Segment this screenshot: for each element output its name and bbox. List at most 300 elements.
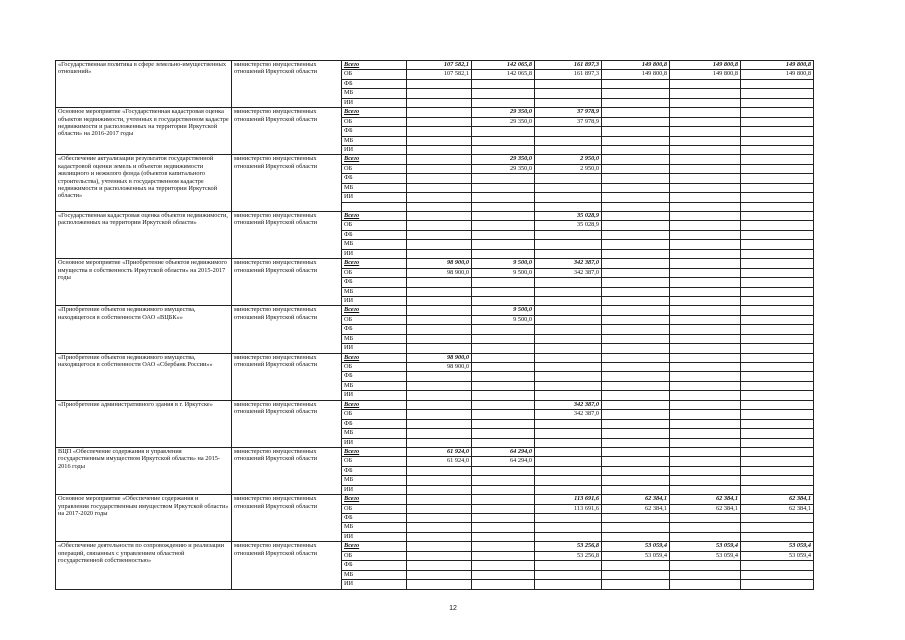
amount-cell xyxy=(407,495,472,504)
amount-cell xyxy=(741,410,814,419)
amount-cell xyxy=(741,561,814,570)
table-row xyxy=(56,306,814,315)
amount-cell xyxy=(741,372,814,381)
amount-cell xyxy=(602,580,670,589)
table-row xyxy=(56,353,814,362)
executor-name: министерство имущественных отношений Иркутской области xyxy=(232,495,342,542)
amount-cell: 9 500,0 xyxy=(472,268,535,277)
amount-cell xyxy=(602,249,670,258)
amount-cell xyxy=(407,136,472,145)
executor-name: министерство имущественных отношений Иркутской области xyxy=(232,353,342,400)
amount-cell xyxy=(407,429,472,438)
amount-cell xyxy=(741,447,814,456)
amount-cell xyxy=(602,419,670,428)
amount-cell xyxy=(535,287,602,296)
funding-source-label: МБ xyxy=(342,381,407,390)
amount-cell xyxy=(602,372,670,381)
amount-cell xyxy=(407,108,472,117)
funding-source-label: ОБ xyxy=(342,504,407,513)
amount-cell xyxy=(741,391,814,400)
table-row xyxy=(56,155,814,164)
measure-name: «Обеспечение актуализации результатов государственной кадастровой оценки земель и объектов недвижимости жилищного и нежилого фонда (объектов капитального строительства), учтенных в государственном кадастре недвижимости и расположенных на территории Иркутской области» xyxy=(56,155,232,212)
funding-source-label: ИИ xyxy=(342,249,407,258)
funding-source-label: ОБ xyxy=(342,551,407,560)
amount-cell xyxy=(741,164,814,173)
funding-source-label: ФБ xyxy=(342,325,407,334)
amount-cell xyxy=(472,287,535,296)
amount-cell xyxy=(602,240,670,249)
funding-source-label: МБ xyxy=(342,240,407,249)
amount-cell xyxy=(741,183,814,192)
amount-cell xyxy=(472,221,535,230)
amount-cell xyxy=(602,514,670,523)
amount-cell xyxy=(602,466,670,475)
amount-cell xyxy=(741,381,814,390)
funding-source-label: ОБ xyxy=(342,457,407,466)
amount-cell xyxy=(535,372,602,381)
table-row xyxy=(56,400,814,409)
funding-source-label: ИИ xyxy=(342,485,407,494)
amount-cell xyxy=(670,296,741,305)
amount-cell: 29 350,0 xyxy=(472,164,535,173)
amount-cell xyxy=(472,372,535,381)
amount-cell xyxy=(602,221,670,230)
amount-cell: 149 800,8 xyxy=(602,61,670,70)
amount-cell xyxy=(535,485,602,494)
amount-cell xyxy=(670,419,741,428)
measure-name: «Государственная политика в сфере земельно-имущественных отношений» xyxy=(56,61,232,108)
amount-cell xyxy=(535,127,602,136)
amount-cell xyxy=(741,117,814,126)
amount-cell xyxy=(602,268,670,277)
amount-cell xyxy=(602,79,670,88)
amount-cell xyxy=(407,212,472,221)
measure-name: «Приобретение объектов недвижимого имущества, находящегося в собственности ОАО «ВЦБК»» xyxy=(56,306,232,353)
amount-cell xyxy=(741,325,814,334)
executor-name: министерство имущественных отношений Иркутской области xyxy=(232,542,342,589)
amount-cell xyxy=(741,438,814,447)
funding-source-label: ИИ xyxy=(342,580,407,589)
amount-cell xyxy=(741,155,814,164)
amount-cell xyxy=(670,485,741,494)
amount-cell: 98 900,0 xyxy=(407,363,472,372)
amount-cell xyxy=(407,278,472,287)
amount-cell xyxy=(472,183,535,192)
table-row xyxy=(56,108,814,117)
funding-source-label: ФБ xyxy=(342,278,407,287)
amount-cell xyxy=(670,145,741,154)
amount-cell xyxy=(602,98,670,107)
amount-cell xyxy=(670,523,741,532)
funding-source-label: Всего xyxy=(342,306,407,315)
amount-cell xyxy=(670,174,741,183)
amount-cell: 53 256,8 xyxy=(535,542,602,551)
amount-cell xyxy=(472,570,535,579)
funding-source-label: Всего xyxy=(342,542,407,551)
funding-source-label: ИИ xyxy=(342,296,407,305)
amount-cell xyxy=(670,457,741,466)
amount-cell xyxy=(472,400,535,409)
amount-cell xyxy=(741,278,814,287)
amount-cell xyxy=(535,570,602,579)
amount-cell xyxy=(535,580,602,589)
amount-cell xyxy=(407,410,472,419)
measure-name: Основное мероприятие «Обеспечение содержания и управления государственным имуществом Иркутской области» на 2017-2020 годы xyxy=(56,495,232,542)
amount-cell xyxy=(407,466,472,475)
amount-cell xyxy=(535,240,602,249)
amount-cell xyxy=(407,296,472,305)
amount-cell xyxy=(602,325,670,334)
amount-cell xyxy=(602,410,670,419)
amount-cell: 61 924,0 xyxy=(407,457,472,466)
amount-cell xyxy=(407,504,472,513)
amount-cell xyxy=(741,523,814,532)
amount-cell xyxy=(472,476,535,485)
amount-cell xyxy=(472,485,535,494)
amount-cell xyxy=(535,532,602,541)
amount-cell xyxy=(472,174,535,183)
amount-cell xyxy=(602,306,670,315)
funding-source-label: ОБ xyxy=(342,117,407,126)
amount-cell xyxy=(670,202,741,211)
amount-cell xyxy=(741,429,814,438)
amount-cell xyxy=(741,334,814,343)
measure-name: «Обеспечение деятельности по сопровождению и реализации операций, связанных с управлением областной государственной собственностью» xyxy=(56,542,232,589)
page-number: 12 xyxy=(449,605,457,612)
amount-cell xyxy=(602,438,670,447)
funding-source-label: ОБ xyxy=(342,410,407,419)
amount-cell xyxy=(407,542,472,551)
executor-name: министерство имущественных отношений Иркутской области xyxy=(232,155,342,212)
amount-cell xyxy=(472,240,535,249)
amount-cell xyxy=(472,466,535,475)
amount-cell xyxy=(472,145,535,154)
amount-cell xyxy=(407,325,472,334)
amount-cell xyxy=(602,570,670,579)
amount-cell: 53 256,8 xyxy=(535,551,602,560)
amount-cell xyxy=(472,542,535,551)
amount-cell xyxy=(535,561,602,570)
amount-cell: 342 387,0 xyxy=(535,410,602,419)
amount-cell xyxy=(602,353,670,362)
amount-cell xyxy=(602,136,670,145)
amount-cell xyxy=(535,447,602,456)
amount-cell xyxy=(670,532,741,541)
amount-cell xyxy=(407,89,472,98)
amount-cell xyxy=(472,381,535,390)
measure-name: «Государственная кадастровая оценка объектов недвижимости, расположенных на территории Иркутской области» xyxy=(56,212,232,259)
amount-cell: 62 384,1 xyxy=(670,504,741,513)
amount-cell xyxy=(741,212,814,221)
amount-cell xyxy=(407,174,472,183)
amount-cell: 53 059,4 xyxy=(602,551,670,560)
amount-cell: 35 028,9 xyxy=(535,221,602,230)
amount-cell xyxy=(670,334,741,343)
funding-source-label: ОБ xyxy=(342,164,407,173)
funding-source-label: ФБ xyxy=(342,561,407,570)
amount-cell xyxy=(407,306,472,315)
amount-cell xyxy=(472,98,535,107)
amount-cell xyxy=(670,108,741,117)
amount-cell: 62 384,1 xyxy=(670,495,741,504)
amount-cell xyxy=(535,381,602,390)
funding-source-label: ИИ xyxy=(342,391,407,400)
funding-source-label: ОБ xyxy=(342,70,407,79)
amount-cell xyxy=(670,117,741,126)
amount-cell xyxy=(670,466,741,475)
amount-cell: 98 900,0 xyxy=(407,259,472,268)
funding-source-label: МБ xyxy=(342,523,407,532)
executor-name: министерство имущественных отношений Иркутской области xyxy=(232,259,342,306)
amount-cell xyxy=(472,344,535,353)
amount-cell xyxy=(407,145,472,154)
funding-source-label: Всего xyxy=(342,108,407,117)
amount-cell xyxy=(670,344,741,353)
amount-cell: 149 800,8 xyxy=(741,70,814,79)
amount-cell xyxy=(472,325,535,334)
amount-cell xyxy=(602,532,670,541)
amount-cell: 9 500,0 xyxy=(472,306,535,315)
amount-cell xyxy=(741,514,814,523)
amount-cell xyxy=(741,136,814,145)
amount-cell xyxy=(407,334,472,343)
amount-cell xyxy=(407,570,472,579)
amount-cell: 37 978,9 xyxy=(535,108,602,117)
amount-cell xyxy=(741,532,814,541)
amount-cell xyxy=(741,268,814,277)
amount-cell xyxy=(741,363,814,372)
amount-cell xyxy=(602,164,670,173)
funding-source-label: ФБ xyxy=(342,419,407,428)
amount-cell xyxy=(741,249,814,258)
amount-cell xyxy=(670,363,741,372)
amount-cell xyxy=(407,202,472,211)
funding-source-label xyxy=(342,202,407,211)
amount-cell: 53 059,4 xyxy=(670,542,741,551)
amount-cell xyxy=(602,476,670,485)
amount-cell xyxy=(602,259,670,268)
amount-cell xyxy=(407,344,472,353)
amount-cell xyxy=(670,240,741,249)
amount-cell xyxy=(670,287,741,296)
amount-cell xyxy=(407,391,472,400)
amount-cell xyxy=(472,296,535,305)
amount-cell xyxy=(602,457,670,466)
amount-cell xyxy=(602,127,670,136)
funding-source-label: Всего xyxy=(342,259,407,268)
amount-cell: 29 350,0 xyxy=(472,155,535,164)
executor-name: министерство имущественных отношений Иркутской области xyxy=(232,447,342,494)
amount-cell xyxy=(741,353,814,362)
amount-cell xyxy=(472,580,535,589)
amount-cell xyxy=(602,447,670,456)
amount-cell xyxy=(741,108,814,117)
measure-name: «Приобретение административного здания в г. Иркутске» xyxy=(56,400,232,447)
executor-name: министерство имущественных отношений Иркутской области xyxy=(232,400,342,447)
amount-cell xyxy=(472,532,535,541)
amount-cell: 53 059,4 xyxy=(602,542,670,551)
amount-cell: 53 059,4 xyxy=(670,551,741,560)
amount-cell xyxy=(741,79,814,88)
table-row xyxy=(56,495,814,504)
amount-cell: 142 065,8 xyxy=(472,61,535,70)
amount-cell xyxy=(741,89,814,98)
amount-cell xyxy=(670,230,741,239)
amount-cell xyxy=(741,174,814,183)
amount-cell xyxy=(670,381,741,390)
funding-source-label: Всего xyxy=(342,447,407,456)
funding-source-label: ИИ xyxy=(342,438,407,447)
amount-cell xyxy=(670,164,741,173)
amount-cell: 142 065,8 xyxy=(472,70,535,79)
amount-cell xyxy=(741,287,814,296)
funding-source-label: Всего xyxy=(342,155,407,164)
amount-cell: 62 384,1 xyxy=(741,504,814,513)
amount-cell xyxy=(407,221,472,230)
amount-cell xyxy=(407,315,472,324)
amount-cell xyxy=(670,570,741,579)
amount-cell xyxy=(670,155,741,164)
amount-cell xyxy=(407,287,472,296)
amount-cell xyxy=(535,438,602,447)
amount-cell xyxy=(602,278,670,287)
amount-cell xyxy=(670,98,741,107)
amount-cell xyxy=(741,230,814,239)
amount-cell xyxy=(741,580,814,589)
amount-cell xyxy=(407,117,472,126)
amount-cell xyxy=(407,372,472,381)
amount-cell xyxy=(472,249,535,258)
amount-cell xyxy=(535,230,602,239)
funding-source-label: ФБ xyxy=(342,466,407,475)
amount-cell xyxy=(535,183,602,192)
amount-cell xyxy=(535,391,602,400)
amount-cell xyxy=(741,145,814,154)
amount-cell xyxy=(535,89,602,98)
amount-cell xyxy=(602,108,670,117)
amount-cell xyxy=(741,240,814,249)
amount-cell xyxy=(670,193,741,202)
amount-cell xyxy=(670,278,741,287)
amount-cell xyxy=(602,315,670,324)
amount-cell xyxy=(741,296,814,305)
amount-cell xyxy=(602,230,670,239)
amount-cell xyxy=(407,532,472,541)
funding-source-label: МБ xyxy=(342,429,407,438)
amount-cell xyxy=(741,98,814,107)
amount-cell: 29 350,0 xyxy=(472,117,535,126)
executor-name: министерство имущественных отношений Иркутской области xyxy=(232,212,342,259)
amount-cell xyxy=(741,344,814,353)
amount-cell xyxy=(670,561,741,570)
amount-cell xyxy=(670,353,741,362)
amount-cell: 107 582,1 xyxy=(407,70,472,79)
amount-cell xyxy=(602,334,670,343)
amount-cell xyxy=(472,561,535,570)
amount-cell xyxy=(535,249,602,258)
amount-cell xyxy=(472,438,535,447)
amount-cell xyxy=(741,193,814,202)
amount-cell xyxy=(602,117,670,126)
table-row xyxy=(56,447,814,456)
amount-cell: 64 294,0 xyxy=(472,447,535,456)
amount-cell xyxy=(535,315,602,324)
amount-cell xyxy=(535,466,602,475)
amount-cell xyxy=(535,344,602,353)
amount-cell: 161 897,3 xyxy=(535,70,602,79)
amount-cell xyxy=(670,306,741,315)
table-row xyxy=(56,61,814,70)
funding-source-label: ОБ xyxy=(342,315,407,324)
amount-cell xyxy=(602,391,670,400)
table-row xyxy=(56,542,814,551)
amount-cell xyxy=(407,164,472,173)
amount-cell xyxy=(472,202,535,211)
amount-cell xyxy=(472,551,535,560)
amount-cell xyxy=(472,429,535,438)
amount-cell xyxy=(670,372,741,381)
amount-cell xyxy=(407,193,472,202)
amount-cell: 37 978,9 xyxy=(535,117,602,126)
amount-cell: 149 800,8 xyxy=(670,70,741,79)
funding-source-label: МБ xyxy=(342,334,407,343)
amount-cell xyxy=(535,145,602,154)
amount-cell xyxy=(602,155,670,164)
executor-name: министерство имущественных отношений Иркутской области xyxy=(232,108,342,155)
amount-cell xyxy=(472,79,535,88)
amount-cell xyxy=(407,230,472,239)
amount-cell xyxy=(670,315,741,324)
amount-cell xyxy=(407,561,472,570)
amount-cell xyxy=(407,98,472,107)
amount-cell xyxy=(535,353,602,362)
amount-cell: 98 900,0 xyxy=(407,268,472,277)
amount-cell xyxy=(472,514,535,523)
amount-cell xyxy=(741,485,814,494)
amount-cell xyxy=(407,127,472,136)
amount-cell xyxy=(741,202,814,211)
amount-cell xyxy=(602,400,670,409)
amount-cell xyxy=(741,457,814,466)
amount-cell xyxy=(670,259,741,268)
amount-cell xyxy=(472,523,535,532)
amount-cell xyxy=(407,551,472,560)
amount-cell xyxy=(602,287,670,296)
funding-source-label: МБ xyxy=(342,183,407,192)
amount-cell xyxy=(670,249,741,258)
amount-cell xyxy=(472,278,535,287)
amount-cell xyxy=(472,193,535,202)
amount-cell: 9 500,0 xyxy=(472,315,535,324)
amount-cell xyxy=(670,127,741,136)
amount-cell: 113 691,6 xyxy=(535,495,602,504)
amount-cell xyxy=(602,429,670,438)
amount-cell xyxy=(407,438,472,447)
amount-cell xyxy=(602,344,670,353)
funding-source-label: ОБ xyxy=(342,363,407,372)
amount-cell: 29 350,0 xyxy=(472,108,535,117)
measure-name: ВЦП «Обеспечение содержания и управления государственным имуществом Иркутской области» на 2015-2016 годы xyxy=(56,447,232,494)
amount-cell xyxy=(407,183,472,192)
amount-cell xyxy=(535,476,602,485)
amount-cell xyxy=(670,438,741,447)
amount-cell: 61 924,0 xyxy=(407,447,472,456)
amount-cell: 62 384,1 xyxy=(741,495,814,504)
funding-source-label: МБ xyxy=(342,136,407,145)
amount-cell xyxy=(602,202,670,211)
amount-cell xyxy=(741,315,814,324)
amount-cell xyxy=(670,476,741,485)
